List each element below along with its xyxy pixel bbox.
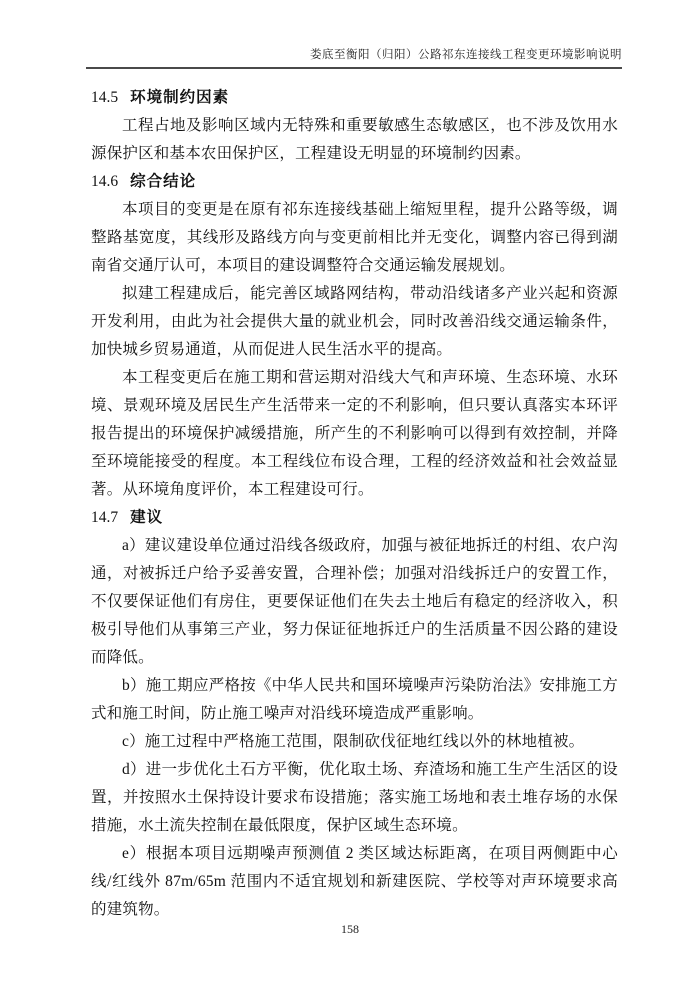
section-number: 14.7 bbox=[91, 509, 119, 526]
header-title: 娄底至衡阳（归阳）公路祁东连接线工程变更环境影响说明 bbox=[310, 49, 622, 61]
paragraph: c）施工过程中严格施工范围，限制砍伐征地红线以外的林地植被。 bbox=[122, 733, 585, 750]
page-header bbox=[86, 46, 622, 69]
section-number: 14.5 bbox=[91, 89, 119, 106]
paragraph: 本工程变更后在施工期和营运期对沿线大气和声环境、生态环境、水环境、景观环境及居民生产生活带来一定的不利影响，但只要认真落实本环评报告提出的环境保护减缓措施，所产生的不利影响可以得到有效控制，并降至环境能接受的程度。本工程线位布设合理，工程的经济效益和社会效益显著。从环境角度评价，本工程建设可行。 bbox=[91, 369, 618, 498]
paragraph: b）施工期应严格按《中华人民共和国环境噪声污染防治法》安排施工方式和施工时间，防止施工噪声对沿线环境造成严重影响。 bbox=[91, 677, 618, 722]
section-heading bbox=[91, 84, 618, 112]
paragraph: 本项目的变更是在原有祁东连接线基础上缩短里程，提升公路等级，调整路基宽度，其线形及路线方向与变更前相比并无变化，调整内容已得到湖南省交通厅认可，本项目的建设调整符合交通运输发展规划。 bbox=[91, 201, 618, 274]
paragraph: a）建议建设单位通过沿线各级政府，加强与被征地拆迁的村组、农户沟通，对被拆迁户给予妥善安置，合理补偿；加强对沿线拆迁户的安置工作，不仅要保证他们有房住，更要保证他们在失去土地后有稳定的经济收入，积极引导他们从事第三产业，努力保证征地拆迁户的生活质量不因公路的建设而降低。 bbox=[91, 537, 618, 666]
section-heading bbox=[91, 504, 618, 532]
page-footer bbox=[0, 922, 700, 937]
section-heading bbox=[91, 168, 618, 196]
paragraph: 拟建工程建成后，能完善区域路网结构，带动沿线诸多产业兴起和资源开发利用，由此为社会提供大量的就业机会，同时改善沿线交通运输条件，加快城乡贸易通道，从而促进人民生活水平的提高。 bbox=[91, 285, 618, 358]
page-number: 158 bbox=[341, 922, 359, 936]
paragraph: d）进一步优化土石方平衡，优化取土场、弃渣场和施工生产生活区的设置，并按照水土保持设计要求布设措施；落实施工场地和表土堆存场的水保措施，水土流失控制在最低限度，保护区域生态环境。 bbox=[91, 761, 618, 834]
paragraph: 工程占地及影响区域内无特殊和重要敏感生态敏感区，也不涉及饮用水源保护区和基本农田保护区，工程建设无明显的环境制约因素。 bbox=[91, 117, 618, 162]
section-title: 环境制约因素 bbox=[130, 89, 230, 106]
document-body bbox=[91, 84, 618, 924]
section-title: 建议 bbox=[130, 509, 164, 526]
paragraph: e）根据本项目远期噪声预测值 2 类区域达标距离，在项目两侧距中心线/红线外 87m/65m 范围内不适宜规划和新建医院、学校等对声环境要求高的建筑物。 bbox=[91, 845, 618, 918]
section-number: 14.6 bbox=[91, 173, 119, 190]
section-title: 综合结论 bbox=[130, 173, 197, 190]
